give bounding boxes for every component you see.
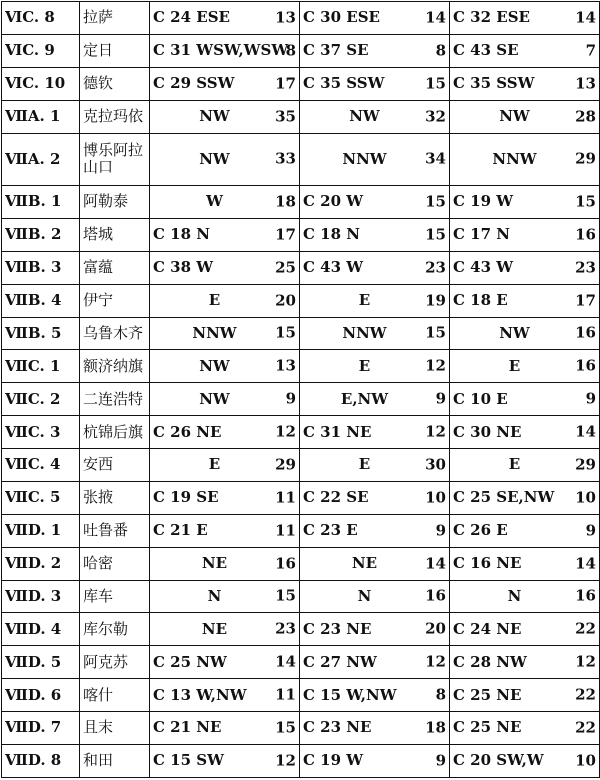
wind-frequency: 16: [275, 554, 296, 573]
wind-cell-3: [450, 481, 600, 514]
climate-zone-cell: ⅦC. 1: [2, 350, 80, 383]
wind-cell-2: [300, 744, 450, 777]
wind-direction: E: [508, 455, 521, 474]
table-row: [2, 2, 600, 35]
station-name-cell: 额济纳旗: [80, 350, 150, 383]
wind-frequency: 15: [425, 225, 446, 244]
wind-frequency: 16: [575, 225, 596, 244]
wind-direction: C 43 W: [453, 258, 514, 277]
wind-frequency: 9: [585, 521, 596, 540]
climate-zone-cell: ⅦB. 2: [2, 218, 80, 251]
wind-frequency: 15: [275, 323, 296, 342]
table-row: [2, 481, 600, 514]
wind-cell-1: [150, 34, 300, 67]
table-row: [2, 679, 600, 712]
wind-cell-3: [450, 449, 600, 482]
station-name-cell: 吐鲁番: [80, 514, 150, 547]
station-name-cell: 哈密: [80, 547, 150, 580]
climate-zone-cell: ⅦC. 4: [2, 449, 80, 482]
wind-cell-3: [450, 186, 600, 219]
climate-zone-cell: ⅦD. 8: [2, 744, 80, 777]
wind-cell-3: [450, 251, 600, 284]
wind-direction: C 13 W,NW: [153, 685, 247, 704]
wind-frequency: 9: [585, 389, 596, 408]
climate-zone-cell: ⅦB. 5: [2, 317, 80, 350]
wind-direction: C 37 SE: [303, 41, 369, 60]
wind-direction: C 18 N: [153, 225, 210, 244]
climate-zone-cell: ⅦB. 1: [2, 186, 80, 219]
table-row: [2, 218, 600, 251]
wind-frequency: 29: [575, 149, 596, 168]
wind-direction: C 23 E: [303, 521, 358, 540]
wind-frequency: 16: [425, 586, 446, 605]
wind-cell-3: [450, 646, 600, 679]
wind-direction: NW: [199, 389, 230, 408]
wind-frequency: 23: [575, 258, 596, 277]
wind-direction: E: [358, 356, 371, 375]
wind-direction: C 24 NE: [453, 619, 522, 638]
wind-frequency: 32: [425, 107, 446, 126]
wind-direction: C 18 N: [303, 225, 360, 244]
wind-frequency: 12: [275, 422, 296, 441]
station-name-cell: 阿克苏: [80, 646, 150, 679]
wind-direction: C 38 W: [153, 258, 214, 277]
wind-frequency: 20: [275, 291, 296, 310]
wind-frequency: 19: [425, 291, 446, 310]
wind-direction: C 25 SE,NW: [453, 488, 555, 507]
climate-zone-cell: ⅦD. 2: [2, 547, 80, 580]
wind-cell-2: [300, 580, 450, 613]
wind-cell-3: [450, 679, 600, 712]
climate-zone-cell: ⅦD. 1: [2, 514, 80, 547]
wind-frequency: 33: [275, 149, 296, 168]
station-name-cell: 德钦: [80, 67, 150, 100]
wind-direction: NW: [199, 149, 230, 168]
wind-frequency: 14: [275, 652, 296, 671]
station-name-cell: 克拉玛依: [80, 100, 150, 133]
wind-cell-2: [300, 2, 450, 35]
wind-direction: C 19 W: [303, 751, 364, 770]
wind-frequency: 9: [285, 389, 296, 408]
wind-direction: C 16 NE: [453, 554, 522, 573]
wind-direction: NW: [349, 107, 380, 126]
climate-zone-cell: ⅦB. 3: [2, 251, 80, 284]
wind-cell-1: [150, 744, 300, 777]
wind-frequency: 12: [425, 356, 446, 375]
wind-cell-1: [150, 449, 300, 482]
wind-cell-3: [450, 350, 600, 383]
wind-cell-2: [300, 712, 450, 745]
table-row: [2, 613, 600, 646]
wind-frequency: 15: [425, 74, 446, 93]
wind-cell-1: [150, 2, 300, 35]
table-row: [2, 712, 600, 745]
station-name-cell: 富蕴: [80, 251, 150, 284]
wind-frequency: 15: [425, 192, 446, 211]
wind-frequency: 18: [425, 718, 446, 737]
wind-frequency: 13: [575, 74, 596, 93]
wind-direction: C 30 ESE: [303, 8, 380, 27]
wind-frequency: 8: [435, 685, 446, 704]
wind-direction: C 31 WSW,WSW: [153, 41, 289, 60]
wind-frequency: 7: [585, 41, 596, 60]
station-name-cell: 博乐阿拉山口: [80, 133, 150, 186]
wind-direction: C 10 E: [453, 389, 508, 408]
wind-cell-3: [450, 34, 600, 67]
wind-direction: N: [207, 586, 222, 605]
wind-frequency: 14: [575, 422, 596, 441]
wind-frequency: 8: [435, 41, 446, 60]
climate-zone-cell: ⅦA. 1: [2, 100, 80, 133]
wind-cell-3: [450, 67, 600, 100]
wind-direction: C 24 ESE: [153, 8, 230, 27]
wind-direction: C 26 NE: [153, 422, 222, 441]
wind-frequency: 35: [275, 107, 296, 126]
wind-frequency: 34: [425, 149, 446, 168]
wind-direction: C 27 NW: [303, 652, 377, 671]
wind-frequency: 17: [275, 225, 296, 244]
wind-direction: W: [206, 192, 223, 211]
table-row: [2, 350, 600, 383]
wind-direction: E,NW: [340, 389, 389, 408]
wind-cell-1: [150, 514, 300, 547]
climate-zone-cell: ⅦD. 7: [2, 712, 80, 745]
wind-cell-3: [450, 284, 600, 317]
wind-direction: NW: [199, 356, 230, 375]
wind-direction: C 25 NE: [453, 718, 522, 737]
climate-zone-cell: ⅦC. 5: [2, 481, 80, 514]
wind-frequency: 10: [425, 488, 446, 507]
wind-frequency: 13: [275, 356, 296, 375]
wind-frequency: 15: [275, 586, 296, 605]
wind-frequency: 16: [575, 586, 596, 605]
wind-direction: C 18 E: [453, 291, 508, 310]
wind-direction: C 28 NW: [453, 652, 527, 671]
wind-direction: E: [208, 291, 221, 310]
wind-frequency: 12: [275, 751, 296, 770]
wind-cell-2: [300, 34, 450, 67]
station-name-cell: 且末: [80, 712, 150, 745]
station-name-cell: 库尔勒: [80, 613, 150, 646]
wind-frequency: 23: [275, 619, 296, 638]
wind-direction-table: [1, 1, 600, 778]
wind-direction: C 15 W,NW: [303, 685, 397, 704]
wind-cell-3: [450, 218, 600, 251]
wind-cell-3: [450, 317, 600, 350]
wind-cell-2: [300, 350, 450, 383]
climate-zone-cell: ⅥC. 8: [2, 2, 80, 35]
wind-frequency: 28: [575, 107, 596, 126]
station-name-cell: 阿勒泰: [80, 186, 150, 219]
wind-cell-2: [300, 547, 450, 580]
wind-frequency: 15: [275, 718, 296, 737]
wind-frequency: 23: [425, 258, 446, 277]
wind-frequency: 9: [435, 389, 446, 408]
wind-cell-1: [150, 613, 300, 646]
wind-cell-3: [450, 580, 600, 613]
wind-direction: NNW: [342, 149, 387, 168]
station-name-cell: 伊宁: [80, 284, 150, 317]
wind-frequency: 30: [425, 455, 446, 474]
wind-cell-1: [150, 580, 300, 613]
climate-zone-cell: ⅦC. 2: [2, 383, 80, 416]
wind-cell-3: [450, 514, 600, 547]
wind-frequency: 22: [575, 619, 596, 638]
station-name-cell: 二连浩特: [80, 383, 150, 416]
wind-frequency: 29: [275, 455, 296, 474]
climate-zone-cell: ⅦA. 2: [2, 133, 80, 186]
wind-cell-1: [150, 547, 300, 580]
station-name-cell: 定日: [80, 34, 150, 67]
table-row: [2, 100, 600, 133]
wind-direction: C 30 NE: [453, 422, 522, 441]
wind-cell-2: [300, 514, 450, 547]
table-row: [2, 547, 600, 580]
wind-cell-1: [150, 133, 300, 186]
wind-direction: C 20 SW,W: [453, 751, 544, 770]
station-name-cell: 喀什: [80, 679, 150, 712]
table-row: [2, 133, 600, 186]
wind-frequency: 20: [425, 619, 446, 638]
wind-direction: NNW: [192, 323, 237, 342]
wind-frequency: 12: [575, 652, 596, 671]
wind-frequency: 15: [575, 192, 596, 211]
wind-direction: E: [358, 455, 371, 474]
table-row: [2, 284, 600, 317]
wind-frequency: 16: [575, 323, 596, 342]
wind-direction: C 15 SW: [153, 751, 224, 770]
wind-cell-2: [300, 679, 450, 712]
wind-cell-2: [300, 251, 450, 284]
wind-cell-1: [150, 646, 300, 679]
wind-direction: C 17 N: [453, 225, 510, 244]
climate-zone-cell: ⅦD. 3: [2, 580, 80, 613]
wind-cell-1: [150, 251, 300, 284]
table-row: [2, 67, 600, 100]
wind-frequency: 11: [275, 488, 296, 507]
wind-frequency: 10: [575, 488, 596, 507]
wind-frequency: 14: [425, 554, 446, 573]
wind-direction: C 43 SE: [453, 41, 519, 60]
table-row: [2, 317, 600, 350]
wind-frequency: 11: [275, 521, 296, 540]
station-name-cell: 库车: [80, 580, 150, 613]
wind-direction: C 43 W: [303, 258, 364, 277]
climate-zone-cell: ⅥC. 10: [2, 67, 80, 100]
wind-direction: C 21 NE: [153, 718, 222, 737]
wind-cell-2: [300, 186, 450, 219]
wind-cell-1: [150, 186, 300, 219]
table-row: [2, 744, 600, 777]
wind-direction: E: [208, 455, 221, 474]
wind-cell-2: [300, 100, 450, 133]
wind-frequency: 22: [575, 685, 596, 704]
climate-zone-cell: ⅦD. 4: [2, 613, 80, 646]
wind-cell-1: [150, 416, 300, 449]
wind-cell-2: [300, 613, 450, 646]
wind-frequency: 22: [575, 718, 596, 737]
wind-frequency: 9: [435, 521, 446, 540]
table-row: [2, 416, 600, 449]
wind-direction: N: [507, 586, 522, 605]
table-row: [2, 34, 600, 67]
wind-cell-3: [450, 100, 600, 133]
wind-cell-2: [300, 481, 450, 514]
wind-direction: E: [508, 356, 521, 375]
wind-frequency: 11: [275, 685, 296, 704]
wind-cell-1: [150, 350, 300, 383]
wind-direction: C 21 E: [153, 521, 208, 540]
wind-direction: C 23 NE: [303, 619, 372, 638]
wind-frequency: 17: [275, 74, 296, 93]
wind-cell-1: [150, 67, 300, 100]
climate-zone-cell: ⅥC. 9: [2, 34, 80, 67]
table-row: [2, 514, 600, 547]
climate-zone-cell: ⅦD. 5: [2, 646, 80, 679]
station-name-cell: 和田: [80, 744, 150, 777]
station-name-cell: 杭锦后旗: [80, 416, 150, 449]
wind-cell-3: [450, 712, 600, 745]
wind-cell-2: [300, 218, 450, 251]
wind-cell-1: [150, 383, 300, 416]
wind-frequency: 18: [275, 192, 296, 211]
wind-cell-3: [450, 744, 600, 777]
wind-direction: NW: [199, 107, 230, 126]
wind-direction: C 23 NE: [303, 718, 372, 737]
wind-direction: NE: [351, 554, 378, 573]
wind-direction: C 19 W: [453, 192, 514, 211]
wind-direction: C 32 ESE: [453, 8, 530, 27]
climate-zone-cell: ⅦC. 3: [2, 416, 80, 449]
wind-cell-3: [450, 2, 600, 35]
wind-cell-1: [150, 284, 300, 317]
wind-frequency: 12: [425, 652, 446, 671]
wind-direction: E: [358, 291, 371, 310]
wind-cell-1: [150, 712, 300, 745]
wind-frequency: 14: [575, 554, 596, 573]
wind-cell-2: [300, 133, 450, 186]
table-body: [2, 2, 600, 778]
wind-cell-1: [150, 481, 300, 514]
wind-direction: NW: [499, 107, 530, 126]
wind-cell-2: [300, 646, 450, 679]
wind-cell-3: [450, 383, 600, 416]
wind-cell-2: [300, 284, 450, 317]
wind-direction: NNW: [492, 149, 537, 168]
wind-cell-3: [450, 613, 600, 646]
station-name-cell: 拉萨: [80, 2, 150, 35]
wind-frequency: 25: [275, 258, 296, 277]
climate-zone-cell: ⅦD. 6: [2, 679, 80, 712]
wind-cell-2: [300, 416, 450, 449]
wind-direction: NE: [201, 554, 228, 573]
wind-frequency: 8: [285, 41, 296, 60]
wind-frequency: 16: [575, 356, 596, 375]
station-name-cell: 张掖: [80, 481, 150, 514]
wind-cell-3: [450, 547, 600, 580]
wind-direction: NE: [201, 619, 228, 638]
wind-cell-2: [300, 449, 450, 482]
wind-direction: C 25 NW: [153, 652, 227, 671]
wind-direction: C 26 E: [453, 521, 508, 540]
wind-direction: N: [357, 586, 372, 605]
wind-frequency: 17: [575, 291, 596, 310]
wind-cell-3: [450, 133, 600, 186]
wind-cell-1: [150, 218, 300, 251]
station-name-cell: 乌鲁木齐: [80, 317, 150, 350]
wind-frequency: 10: [575, 751, 596, 770]
table-row: [2, 383, 600, 416]
wind-direction: C 25 NE: [453, 685, 522, 704]
wind-direction: C 35 SSW: [303, 74, 385, 93]
wind-frequency: 9: [435, 751, 446, 770]
wind-cell-2: [300, 67, 450, 100]
table-row: [2, 186, 600, 219]
wind-cell-1: [150, 679, 300, 712]
wind-direction: NNW: [342, 323, 387, 342]
wind-cell-1: [150, 317, 300, 350]
wind-frequency: 14: [575, 8, 596, 27]
table-row: [2, 251, 600, 284]
wind-direction: C 31 NE: [303, 422, 372, 441]
table-row: [2, 580, 600, 613]
wind-frequency: 12: [425, 422, 446, 441]
wind-direction: C 35 SSW: [453, 74, 535, 93]
station-name-cell: 安西: [80, 449, 150, 482]
wind-frequency: 29: [575, 455, 596, 474]
wind-direction: C 20 W: [303, 192, 364, 211]
wind-cell-1: [150, 100, 300, 133]
wind-frequency: 15: [425, 323, 446, 342]
wind-cell-3: [450, 416, 600, 449]
wind-direction: C 22 SE: [303, 488, 369, 507]
climate-zone-cell: ⅦB. 4: [2, 284, 80, 317]
wind-direction: C 19 SE: [153, 488, 219, 507]
table-row: [2, 646, 600, 679]
wind-direction: NW: [499, 323, 530, 342]
table-row: [2, 449, 600, 482]
wind-cell-2: [300, 383, 450, 416]
wind-cell-2: [300, 317, 450, 350]
wind-frequency: 14: [425, 8, 446, 27]
station-name-cell: 塔城: [80, 218, 150, 251]
wind-direction: C 29 SSW: [153, 74, 235, 93]
wind-frequency: 13: [275, 8, 296, 27]
